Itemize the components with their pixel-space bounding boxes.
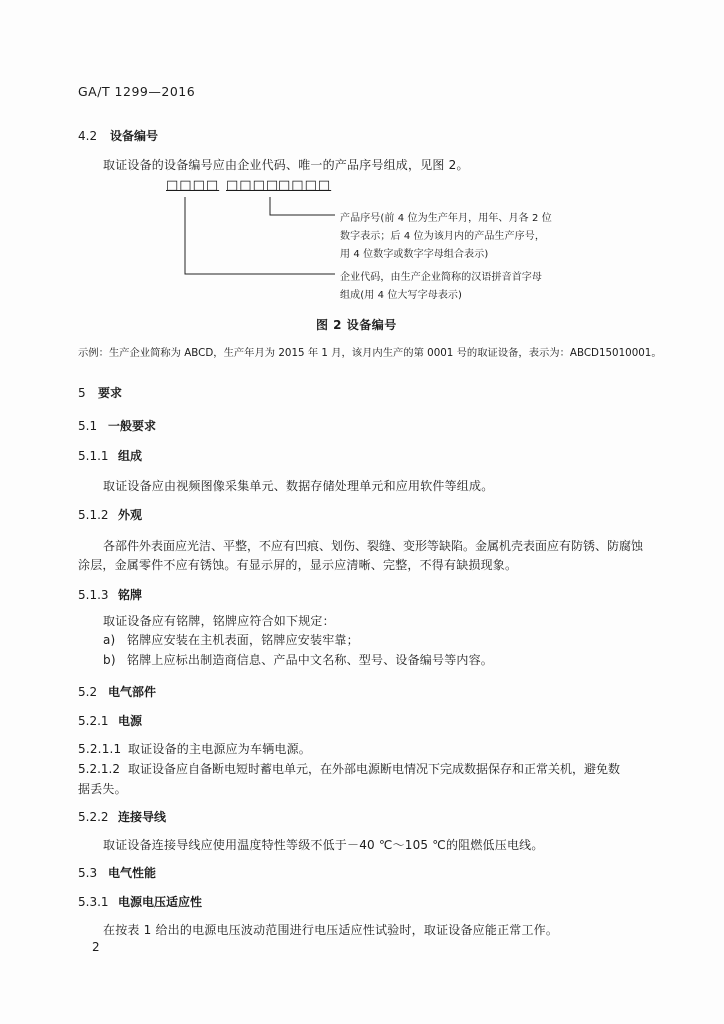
- code-group-company: □□□□: [166, 178, 220, 193]
- code-group-date: □□□□: [226, 178, 280, 193]
- list-item-a: [103, 631, 359, 648]
- section-4-2-heading: [78, 127, 158, 144]
- section-number: 5.1.1: [78, 449, 109, 463]
- section-5-1-1-heading: [78, 447, 142, 464]
- section-5-heading: [78, 384, 122, 401]
- section-title: 电气性能: [108, 866, 157, 880]
- section-5-1-2-body-line-2: 涂层，金属零件不应有锈蚀。有显示屏的，显示应清晰、完整，不得有缺损现象。: [78, 558, 518, 572]
- section-5-1-1-body: 取证设备应由视频图像采集单元、数据存储处理单元和应用软件等组成。: [103, 479, 494, 493]
- section-5-2-1-2-body-line-2: 据丢失。: [78, 782, 127, 796]
- section-number: 5.3: [78, 866, 98, 880]
- section-5-1-heading: [78, 417, 156, 434]
- section-title: 连接导线: [118, 810, 167, 824]
- figure-2-diagram: [160, 176, 580, 306]
- section-number: 5.2.1.2: [78, 762, 120, 776]
- section-number: 5.1.2: [78, 508, 109, 522]
- section-4-2-body: 取证设备的设备编号应由企业代码、唯一的产品序号组成，见图 2。: [103, 158, 469, 172]
- annotation-product-line-3: 用 4 位数字或数字字母组合表示): [340, 249, 489, 260]
- section-title: 电源: [118, 714, 143, 728]
- section-number: 5.1.3: [78, 588, 109, 602]
- section-number: 4.2: [78, 129, 98, 143]
- section-number: 5.1: [78, 419, 98, 433]
- figure-2-caption: 图 2 设备编号: [316, 318, 397, 332]
- annotation-product-line-2: 数字表示；后 4 位为该月内的产品生产序号，: [340, 231, 545, 242]
- list-item-text: 铭牌应安装在主机表面，铭牌应安装牢靠；: [127, 633, 359, 647]
- section-title: 铭牌: [118, 588, 143, 602]
- section-title: 电源电压适应性: [118, 895, 203, 909]
- list-item-b: [103, 651, 493, 668]
- section-number: 5.2: [78, 685, 98, 699]
- section-body-line-1: 取证设备应自备断电短时蓄电单元，在外部电源断电情况下完成数据保存和正常关机，避免数: [128, 762, 621, 776]
- document-header-id: GA/T 1299—2016: [78, 84, 196, 99]
- section-number: 5.2.1.1: [78, 742, 122, 756]
- list-item-label: b): [103, 653, 116, 667]
- section-5-1-2-heading: [78, 506, 142, 523]
- annotation-company-line-2: 组成(用 4 位大写字母表示): [340, 290, 463, 301]
- section-5-1-3-body: 取证设备应有铭牌，铭牌应符合如下规定：: [103, 614, 335, 628]
- section-number: 5: [78, 386, 86, 400]
- section-number: 5.2.2: [78, 810, 109, 824]
- code-group-serial: □□□□: [278, 178, 332, 193]
- section-5-1-3-heading: [78, 586, 142, 603]
- section-body: 取证设备的主电源应为车辆电源。: [128, 742, 312, 756]
- section-5-3-1-heading: [78, 893, 202, 910]
- annotation-product-line-1: 产品序号(前 4 位为生产年月，用年、月各 2 位: [340, 213, 552, 224]
- section-5-2-2-body: 取证设备连接导线应使用温度特性等级不低于－40 ℃～105 ℃的阻燃低压电线。: [103, 838, 544, 852]
- section-title: 要求: [98, 386, 123, 400]
- section-title: 一般要求: [108, 419, 157, 433]
- section-title: 组成: [118, 449, 143, 463]
- section-title: 电气部件: [108, 685, 157, 699]
- section-5-2-heading: [78, 683, 156, 700]
- page-number: 2: [92, 940, 100, 954]
- section-number: 5.2.1: [78, 714, 109, 728]
- list-item-label: a): [103, 633, 116, 647]
- section-number: 5.3.1: [78, 895, 109, 909]
- section-title: 设备编号: [110, 129, 159, 143]
- section-5-2-2-heading: [78, 808, 166, 825]
- section-title: 外观: [118, 508, 143, 522]
- section-5-2-1-1: [78, 740, 311, 757]
- list-item-text: 铭牌上应标出制造商信息、产品中文名称、型号、设备编号等内容。: [127, 653, 494, 667]
- section-5-2-1-2: [78, 760, 620, 777]
- example-note: 示例：生产企业简称为 ABCD，生产年月为 2015 年 1 月，该月内生产的第 0001 号的取证设备，表示为：ABCD15010001。: [78, 347, 662, 359]
- section-5-3-1-body: 在按表 1 给出的电源电压波动范围进行电压适应性试验时，取证设备应能正常工作。: [103, 923, 559, 937]
- section-5-1-2-body-line-1: 各部件外表面应光洁、平整，不应有凹痕、划伤、裂缝、变形等缺陷。金属机壳表面应有防锈、防腐蚀: [103, 539, 644, 553]
- section-5-2-1-heading: [78, 712, 142, 729]
- annotation-company-line-1: 企业代码，由生产企业简称的汉语拼音首字母: [340, 272, 542, 283]
- section-5-3-heading: [78, 864, 156, 881]
